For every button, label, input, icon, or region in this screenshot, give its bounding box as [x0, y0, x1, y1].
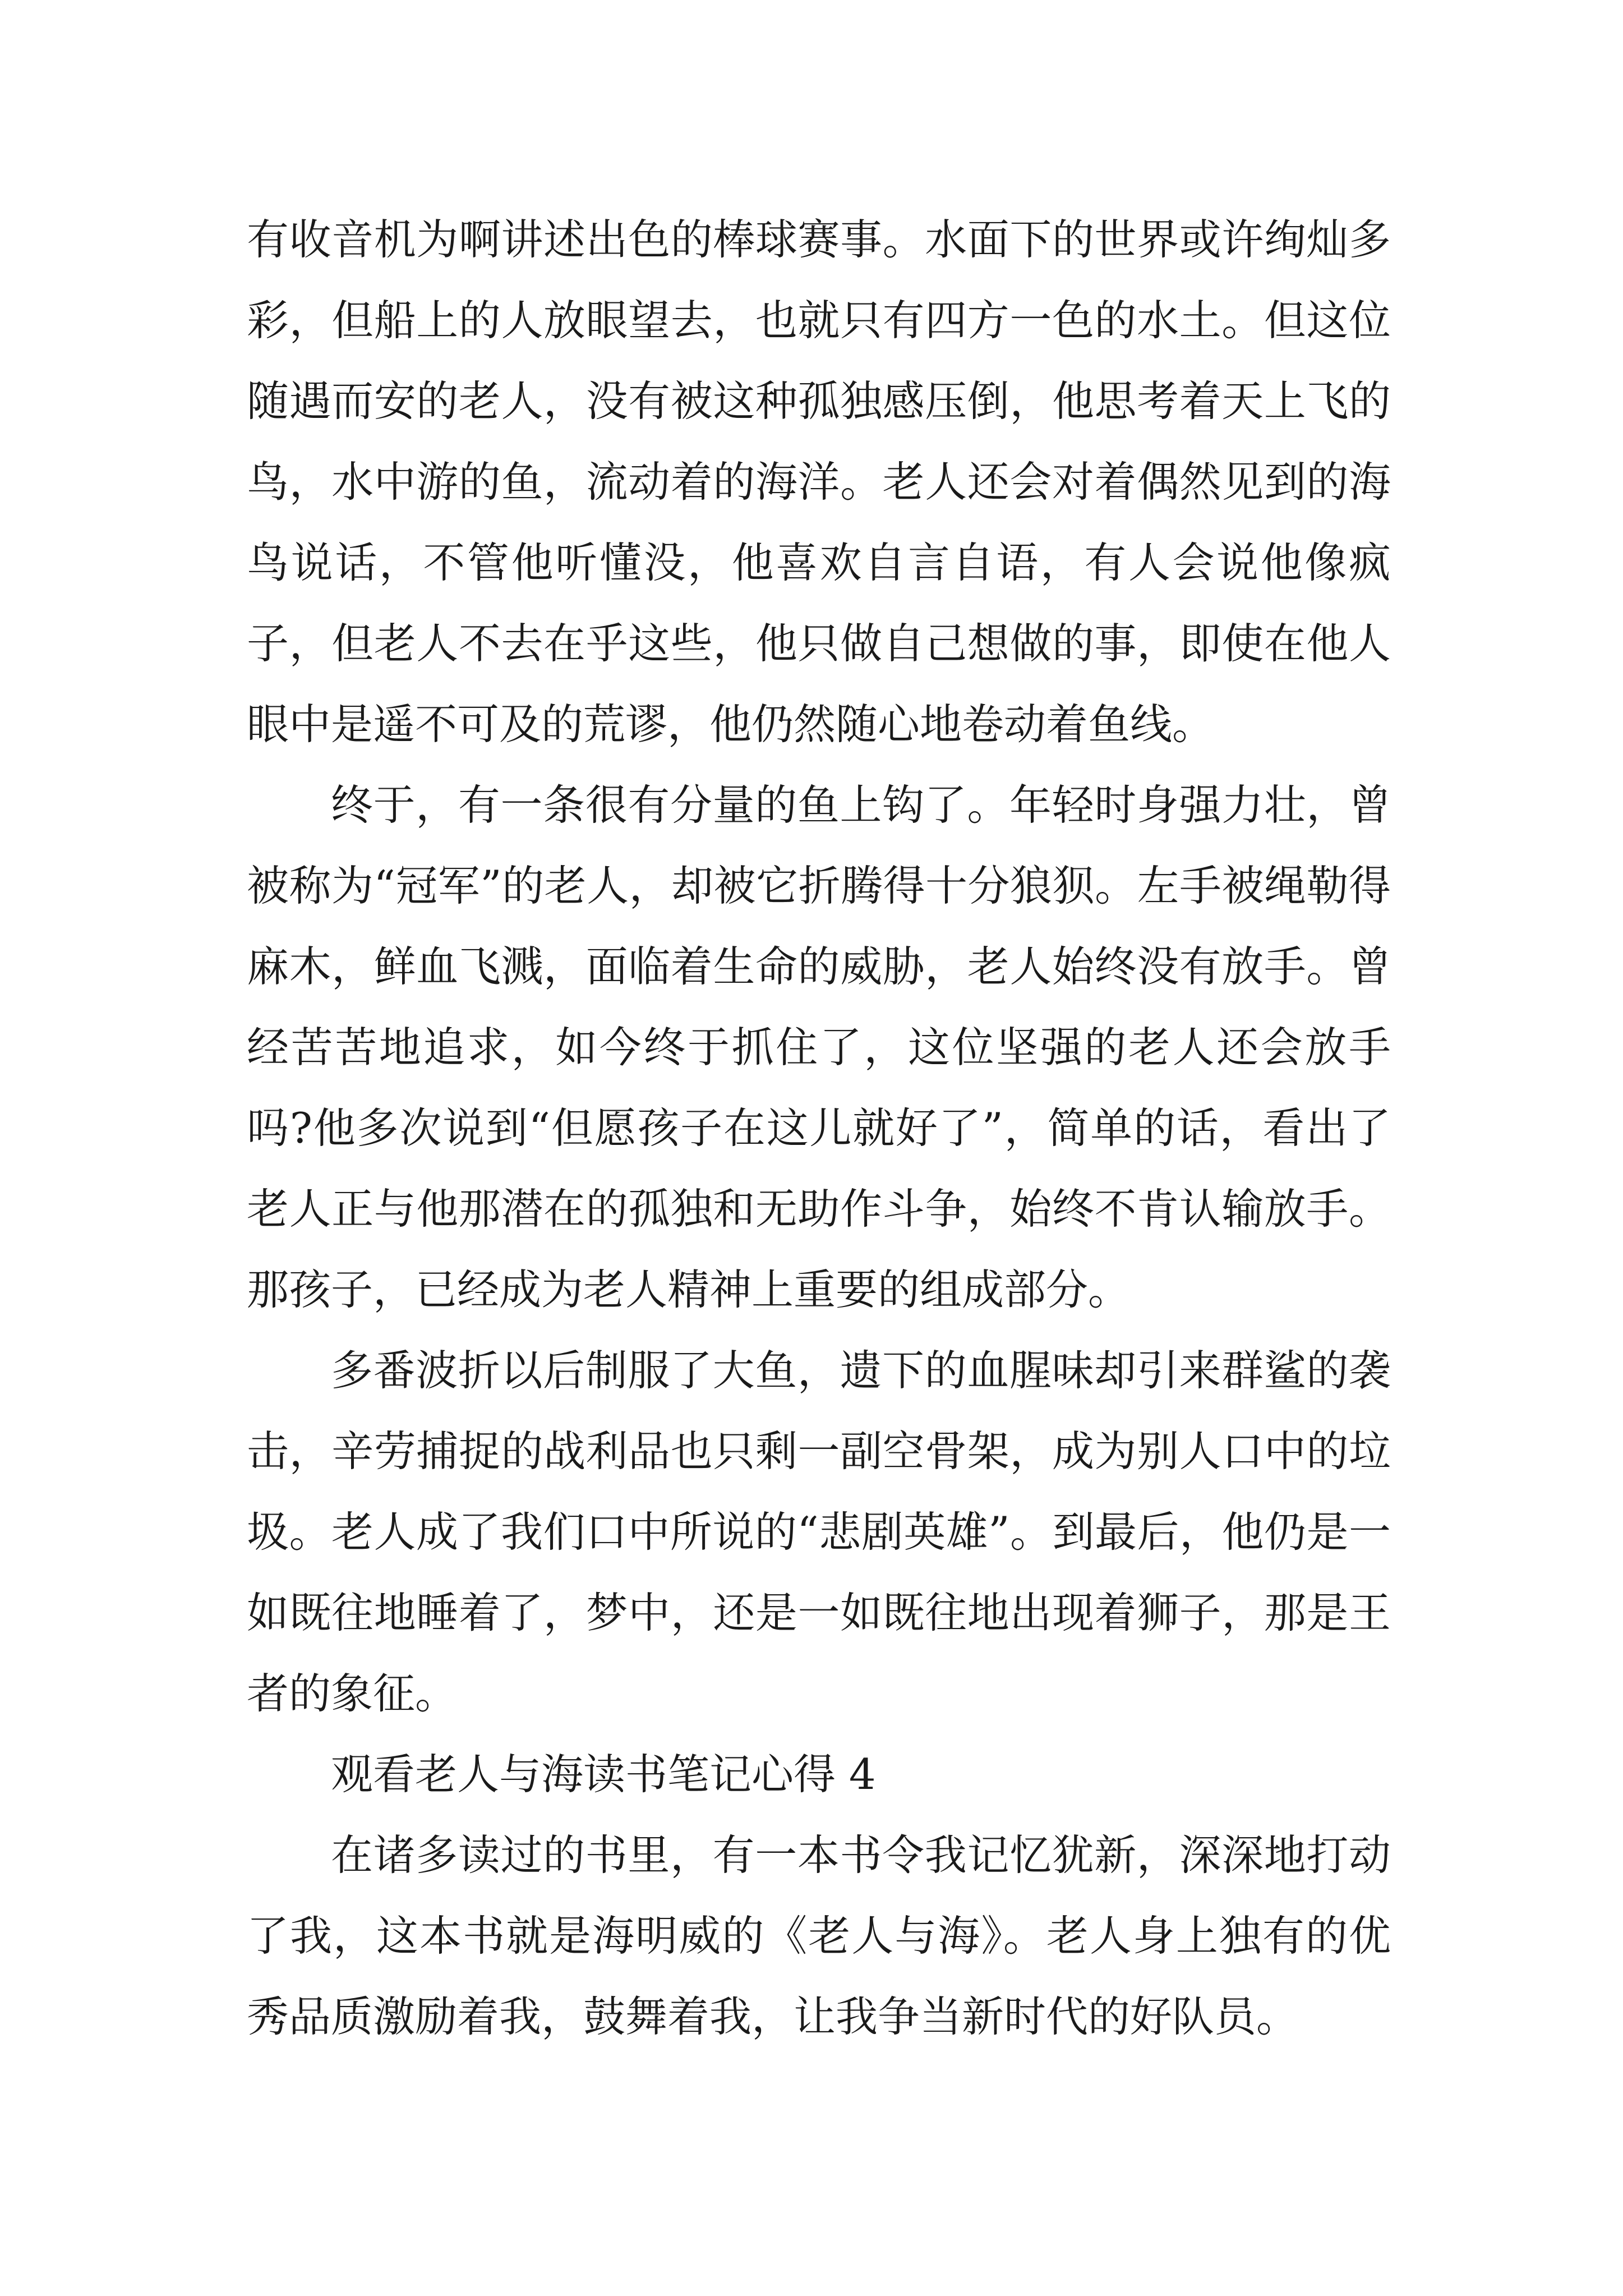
- document-body: [247, 199, 1391, 2057]
- paragraph-4: 在诸多读过的书里，有一本书令我记忆犹新，深深地打动了我，这本书就是海明威的《老人与海》。老人身上独有的优秀品质激励着我，鼓舞着我，让我争当新时代的好队员。: [247, 1830, 1391, 2041]
- paragraph-2: 终于，有一条很有分量的鱼上钩了。年轻时身强力壮，曾被称为“冠军”的老人，却被它折腾得十分狼狈。左手被绳勒得麻木，鲜血飞溅，面临着生命的威胁，老人始终没有放手。曾经苦苦地追求，如今终于抓住了，这位坚强的老人还会放手吗?他多次说到“但愿孩子在这儿就好了”，简单的话，看出了老人正与他那潜在的孤独和无助作斗争，始终不肯认输放手。那孩子，已经成为老人精神上重要的组成部分。: [247, 780, 1391, 1314]
- paragraph-3: 多番波折以后制服了大鱼，遗下的血腥味却引来群鲨的袭击，辛劳捕捉的战利品也只剩一副空骨架，成为别人口中的垃圾。老人成了我们口中所说的“悲剧英雄”。到最后，他仍是一如既往地睡着了，梦中，还是一如既往地出现着狮子，那是王者的象征。: [247, 1346, 1391, 1718]
- paragraph-1: 有收音机为啊讲述出色的棒球赛事。水面下的世界或许绚灿多彩，但船上的人放眼望去，也就只有四方一色的水土。但这位随遇而安的老人，没有被这种孤独感压倒，他思考着天上飞的鸟，水中游的鱼，流动着的海洋。老人还会对着偶然见到的海鸟说话，不管他听懂没，他喜欢自言自语，有人会说他像疯子，但老人不去在乎这些，他只做自己想做的事，即使在他人眼中是遥不可及的荒谬，他仍然随心地卷动着鱼线。: [247, 215, 1391, 749]
- section-heading: 观看老人与海读书笔记心得 4: [331, 1750, 876, 1799]
